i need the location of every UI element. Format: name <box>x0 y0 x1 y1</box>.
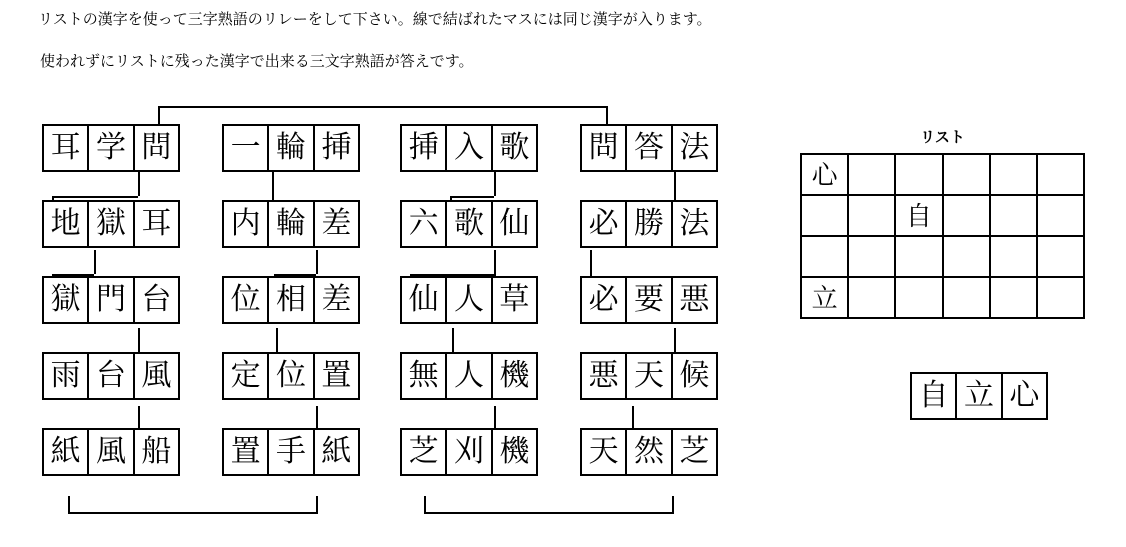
kanji-cell[interactable]: 芝 <box>402 430 447 474</box>
puzzle-column-1 <box>42 124 184 504</box>
kanji-cell[interactable]: 機 <box>499 359 530 392</box>
kanji-cell[interactable]: 風 <box>89 430 134 474</box>
word-row <box>580 200 718 248</box>
list-cell[interactable] <box>1038 237 1085 278</box>
kanji-cell[interactable]: 天 <box>627 354 672 398</box>
kanji-cell[interactable]: 紙 <box>44 430 89 474</box>
list-cell[interactable] <box>1038 278 1085 319</box>
word-row <box>42 200 180 248</box>
kanji-cell[interactable]: 置 <box>321 359 352 392</box>
kanji-cell[interactable]: 無 <box>402 354 447 398</box>
kanji-cell[interactable]: 悪 <box>582 354 627 398</box>
list-row <box>802 155 1085 196</box>
kanji-cell[interactable]: 機 <box>499 435 530 468</box>
kanji-cell[interactable]: 芝 <box>679 435 710 468</box>
list-cell[interactable] <box>896 278 943 319</box>
kanji-cell[interactable]: 問 <box>141 131 172 164</box>
kanji-cell[interactable]: 刈 <box>447 430 492 474</box>
kanji-cell[interactable]: 紙 <box>321 435 352 468</box>
word-row <box>580 124 718 172</box>
list-area <box>800 126 1100 319</box>
kanji-cell[interactable]: 悪 <box>679 283 710 316</box>
kanji-cell[interactable]: 台 <box>141 283 172 316</box>
list-cell[interactable] <box>991 196 1038 237</box>
kanji-cell[interactable]: 候 <box>679 359 710 392</box>
list-cell[interactable] <box>802 237 849 278</box>
kanji-cell[interactable]: 位 <box>224 278 269 322</box>
kanji-cell[interactable]: 手 <box>269 430 314 474</box>
list-cell[interactable] <box>802 196 849 237</box>
kanji-cell[interactable]: 位 <box>269 354 314 398</box>
kanji-cell[interactable]: 耳 <box>141 207 172 240</box>
kanji-cell[interactable]: 人 <box>447 354 492 398</box>
list-cell[interactable] <box>991 237 1038 278</box>
list-grid <box>800 153 1085 319</box>
word-row <box>580 428 718 476</box>
connector-top-left-vertical <box>158 106 160 126</box>
kanji-cell[interactable]: 入 <box>447 126 492 170</box>
kanji-cell[interactable]: 一 <box>224 126 269 170</box>
list-cell[interactable] <box>944 196 991 237</box>
kanji-cell[interactable]: 差 <box>321 207 352 240</box>
kanji-cell[interactable]: 歌 <box>447 202 492 246</box>
kanji-cell[interactable]: 然 <box>627 430 672 474</box>
word-row <box>222 124 360 172</box>
kanji-cell[interactable]: 獄 <box>44 278 89 322</box>
puzzle-column-4 <box>580 124 722 504</box>
kanji-cell[interactable]: 必 <box>582 202 627 246</box>
word-row <box>222 276 360 324</box>
kanji-cell[interactable]: 法 <box>679 131 710 164</box>
list-cell[interactable]: 立 <box>802 278 849 319</box>
word-row <box>400 276 538 324</box>
puzzle-column-2 <box>222 124 364 504</box>
puzzle-column-3 <box>400 124 542 504</box>
kanji-cell[interactable]: 門 <box>89 278 134 322</box>
list-cell[interactable] <box>849 155 896 196</box>
connector-top-horizontal <box>158 106 608 108</box>
kanji-cell[interactable]: 問 <box>582 126 627 170</box>
kanji-cell[interactable]: 法 <box>679 207 710 240</box>
kanji-cell[interactable]: 台 <box>89 354 134 398</box>
kanji-cell[interactable]: 挿 <box>402 126 447 170</box>
kanji-cell[interactable]: 獄 <box>89 202 134 246</box>
kanji-cell[interactable]: 耳 <box>44 126 89 170</box>
word-row <box>222 428 360 476</box>
kanji-cell[interactable]: 風 <box>141 359 172 392</box>
list-cell[interactable] <box>1038 155 1085 196</box>
list-cell[interactable] <box>944 278 991 319</box>
kanji-cell[interactable]: 差 <box>321 283 352 316</box>
kanji-cell[interactable]: 定 <box>224 354 269 398</box>
list-cell[interactable] <box>991 155 1038 196</box>
kanji-cell[interactable]: 仙 <box>402 278 447 322</box>
kanji-cell[interactable]: 人 <box>447 278 492 322</box>
answer-cell[interactable]: 心 <box>1009 379 1040 412</box>
word-row <box>400 124 538 172</box>
word-row <box>42 124 180 172</box>
word-row <box>222 352 360 400</box>
list-row <box>802 278 1085 319</box>
kanji-cell[interactable]: 雨 <box>44 354 89 398</box>
connector-bottom-left-horizontal <box>68 512 318 514</box>
list-cell[interactable] <box>849 278 896 319</box>
list-cell[interactable] <box>944 155 991 196</box>
kanji-cell[interactable]: 必 <box>582 278 627 322</box>
kanji-cell[interactable]: 挿 <box>321 131 352 164</box>
list-title: リスト <box>920 129 965 146</box>
word-row <box>400 428 538 476</box>
kanji-cell[interactable]: 天 <box>582 430 627 474</box>
list-cell[interactable] <box>896 155 943 196</box>
kanji-cell[interactable]: 要 <box>627 278 672 322</box>
word-row <box>42 428 180 476</box>
list-cell[interactable]: 自 <box>896 196 943 237</box>
kanji-cell[interactable]: 学 <box>89 126 134 170</box>
connector-top-right-vertical <box>606 106 608 126</box>
connector-bottom-right-horizontal <box>424 512 674 514</box>
list-cell[interactable] <box>896 237 943 278</box>
word-row <box>400 200 538 248</box>
list-cell[interactable]: 心 <box>802 155 849 196</box>
answer-cell[interactable]: 立 <box>957 374 1002 418</box>
kanji-cell[interactable]: 相 <box>269 278 314 322</box>
puzzle-area <box>0 96 780 536</box>
kanji-cell[interactable]: 地 <box>44 202 89 246</box>
instruction-line-1: リストの漢字を使って三字熟語のリレーをして下さい。線で結ばれたマスには同じ漢字が入ります。 <box>38 11 712 28</box>
kanji-cell[interactable]: 輪 <box>269 126 314 170</box>
list-cell[interactable] <box>849 237 896 278</box>
list-cell[interactable] <box>849 196 896 237</box>
kanji-cell[interactable]: 六 <box>402 202 447 246</box>
kanji-cell[interactable]: 歌 <box>499 131 530 164</box>
word-row <box>580 276 718 324</box>
answer-cell[interactable]: 自 <box>912 374 957 418</box>
word-row <box>42 276 180 324</box>
instruction-line-2: 使われずにリストに残った漢字で出来る三文字熟語が答えです。 <box>40 52 474 70</box>
kanji-cell[interactable]: 仙 <box>499 207 530 240</box>
kanji-cell[interactable]: 船 <box>141 435 172 468</box>
kanji-cell[interactable]: 草 <box>499 283 530 316</box>
kanji-cell[interactable]: 輪 <box>269 202 314 246</box>
list-cell[interactable] <box>991 278 1038 319</box>
word-row <box>400 352 538 400</box>
kanji-cell[interactable]: 答 <box>627 126 672 170</box>
word-row <box>580 352 718 400</box>
kanji-cell[interactable]: 置 <box>224 430 269 474</box>
list-row <box>802 237 1085 278</box>
list-cell[interactable] <box>1038 196 1085 237</box>
answer-row <box>910 372 1048 420</box>
word-row <box>222 200 360 248</box>
kanji-cell[interactable]: 内 <box>224 202 269 246</box>
instructions-block <box>38 10 938 93</box>
kanji-cell[interactable]: 勝 <box>627 202 672 246</box>
list-cell[interactable] <box>944 237 991 278</box>
list-row <box>802 196 1085 237</box>
word-row <box>42 352 180 400</box>
